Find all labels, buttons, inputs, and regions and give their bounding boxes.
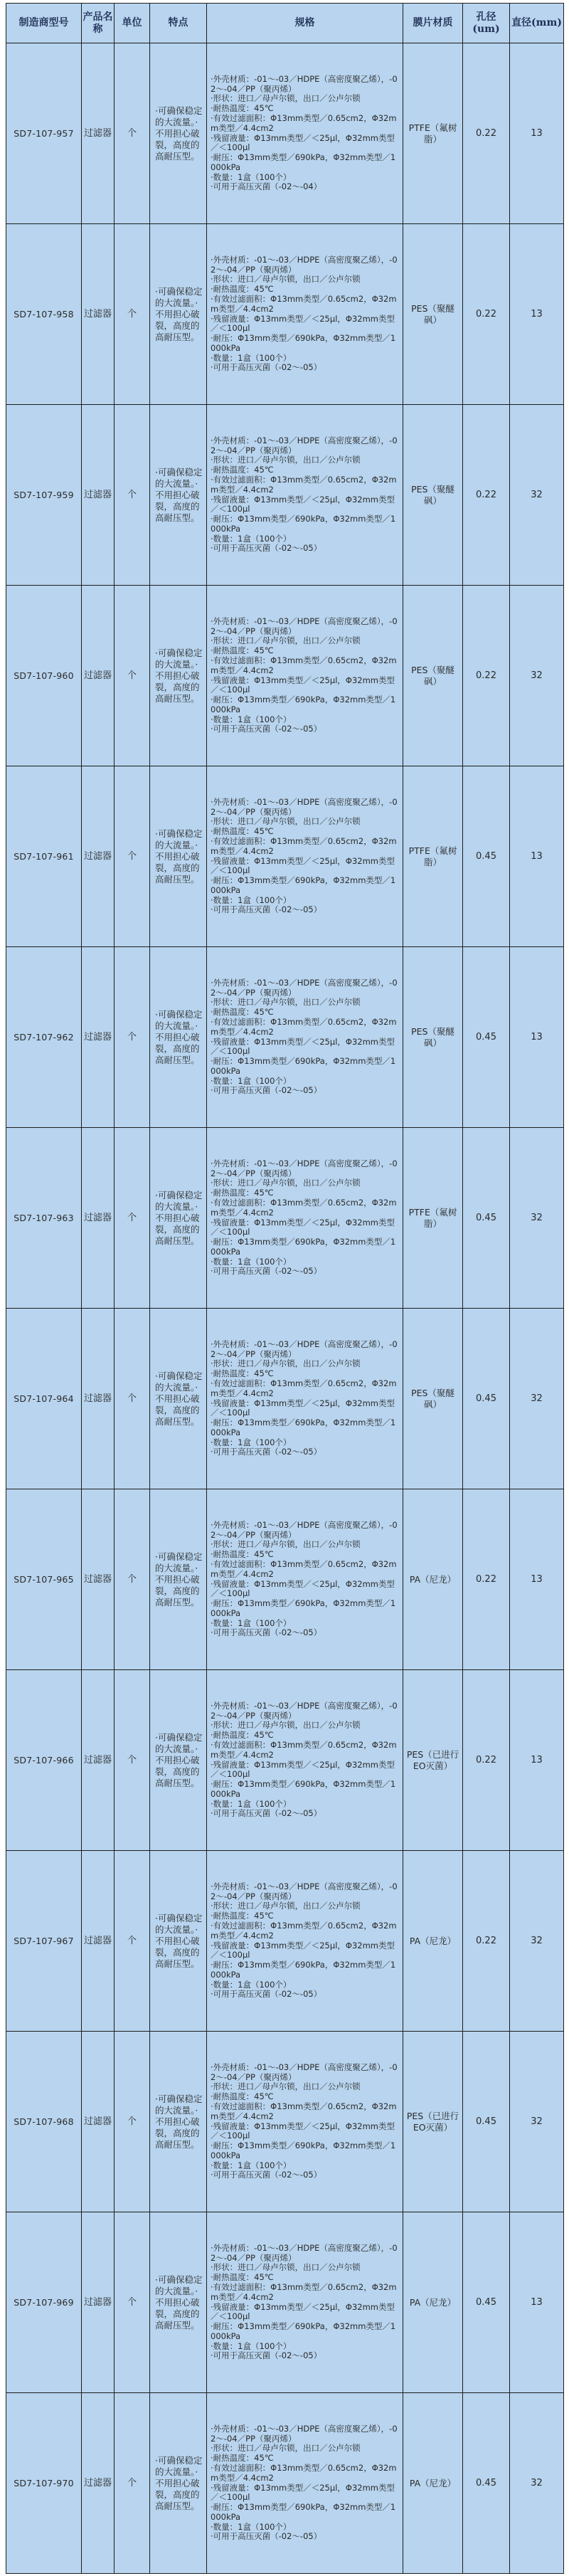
cell-spec [207, 224, 403, 405]
spec-line: ·数量：1盒（100个） [211, 2340, 292, 2351]
spec-line: ·耐压：Φ13mm类型／690kPa，Φ32mm类型／1000kPa [211, 2502, 396, 2522]
spec-line: ·耐热温度：45℃ [211, 1730, 274, 1741]
cell-product-name: 过滤器 [82, 947, 115, 1128]
cell-model: SD7-107-957 [6, 43, 82, 224]
cell-product-name: 过滤器 [82, 2032, 115, 2212]
cell-feature: ·可确保稳定的大流量。·不用担心破裂，高度的高耐压型。 [150, 947, 207, 1128]
cell-diameter: 13 [510, 224, 564, 405]
spec-line: ·有效过滤面积：Φ13mm类型／0.65cm2，Φ32mm类型／4.4cm2 [211, 1920, 397, 1941]
table-row [6, 766, 564, 947]
spec-line: ·可用于高压灭菌（-02～-04） [211, 181, 322, 192]
cell-unit: 个 [115, 405, 150, 586]
spec-line: ·耐热温度：45℃ [211, 465, 274, 475]
spec-line: ·有效过滤面积：Φ13mm类型／0.65cm2，Φ32mm类型／4.4cm2 [211, 835, 397, 856]
cell-product-name: 过滤器 [82, 1489, 115, 1670]
spec-line: ·有效过滤面积：Φ13mm类型／0.65cm2，Φ32mm类型／4.4cm2 [211, 1739, 397, 1760]
spec-line: ·外壳材质：-01～-03／HDPE（高密度聚乙烯），-02～-04／PP（聚丙烯） [211, 1339, 398, 1359]
cell-spec [207, 2212, 403, 2393]
cell-feature: ·可确保稳定的大流量。·不用担心破裂，高度的高耐压型。 [150, 1128, 207, 1309]
cell-unit: 个 [115, 2393, 150, 2574]
header-feature: 特点 [150, 4, 207, 43]
cell-pore-size: 0.22 [463, 1670, 510, 1851]
spec-line: ·残留液量：Φ13mm类型／＜25μl，Φ32mm类型／＜100μl [211, 2121, 395, 2141]
table-row [6, 1670, 564, 1851]
spec-line: ·残留液量：Φ13mm类型／＜25μl，Φ32mm类型／＜100μl [211, 313, 395, 334]
spec-line: ·外壳材质：-01～-03／HDPE（高密度聚乙烯），-02～-04／PP（聚丙烯） [211, 796, 398, 817]
cell-spec [207, 1851, 403, 2032]
spec-line: ·数量：1盒（100个） [211, 1437, 292, 1447]
cell-diameter: 13 [510, 2212, 564, 2393]
spec-line: ·耐压：Φ13mm类型／690kPa，Φ32mm类型／1000kPa [211, 1598, 396, 1618]
cell-feature: ·可确保稳定的大流量。·不用担心破裂，高度的高耐压型。 [150, 1670, 207, 1851]
cell-spec [207, 1489, 403, 1670]
cell-product-name: 过滤器 [82, 1309, 115, 1489]
product-spec-table-wrapper [6, 3, 563, 2574]
spec-line: ·耐压：Φ13mm类型／690kPa，Φ32mm类型／1000kPa [211, 1418, 396, 1437]
cell-diameter: 32 [510, 586, 564, 766]
cell-spec [207, 947, 403, 1128]
cell-product-name: 过滤器 [82, 586, 115, 766]
cell-spec [207, 2393, 403, 2574]
cell-model: SD7-107-959 [6, 405, 82, 586]
cell-product-name: 过滤器 [82, 2393, 115, 2574]
spec-line: ·有效过滤面积：Φ13mm类型／0.65cm2，Φ32mm类型／4.4cm2 [211, 2462, 397, 2483]
cell-feature: ·可确保稳定的大流量。·不用担心破裂，高度的高耐压型。 [150, 2393, 207, 2574]
spec-line: ·耐热温度：45℃ [211, 103, 274, 114]
cell-pore-size: 0.22 [463, 224, 510, 405]
spec-line: ·耐压：Φ13mm类型／690kPa，Φ32mm类型／1000kPa [211, 152, 396, 172]
cell-spec [207, 1128, 403, 1309]
spec-line: ·耐热温度：45℃ [211, 1911, 274, 1921]
cell-pore-size: 0.45 [463, 1309, 510, 1489]
spec-line: ·耐热温度：45℃ [211, 645, 274, 656]
cell-unit: 个 [115, 2032, 150, 2212]
spec-line: ·数量：1盒（100个） [211, 1798, 292, 1809]
spec-line: ·外壳材质：-01～-03／HDPE（高密度聚乙烯），-02～-04／PP（聚丙烯） [211, 1700, 398, 1721]
spec-line: ·数量：1盒（100个） [211, 1256, 292, 1267]
cell-feature: ·可确保稳定的大流量。·不用担心破裂，高度的高耐压型。 [150, 405, 207, 586]
spec-line: ·有效过滤面积：Φ13mm类型／0.65cm2，Φ32mm类型／4.4cm2 [211, 2281, 397, 2302]
spec-line: ·可用于高压灭菌（-02～-05） [211, 2350, 322, 2361]
cell-product-name: 过滤器 [82, 405, 115, 586]
spec-line: ·残留液量：Φ13mm类型／＜25μl，Φ32mm类型／＜100μl [211, 1940, 395, 1960]
spec-line: ·形状：进口／母卢尔锁，出口／公卢尔锁 [211, 1178, 361, 1188]
cell-membrane-material: PTFE（氟树脂） [403, 43, 463, 224]
spec-line: ·形状：进口／母卢尔锁，出口／公卢尔锁 [211, 455, 361, 465]
cell-unit: 个 [115, 1489, 150, 1670]
spec-line: ·残留液量：Φ13mm类型／＜25μl，Φ32mm类型／＜100μl [211, 132, 395, 153]
cell-membrane-material: PA（尼龙） [403, 1489, 463, 1670]
spec-line: ·耐热温度：45℃ [211, 1368, 274, 1379]
table-body [6, 43, 564, 2574]
spec-line: ·耐压：Φ13mm类型／690kPa，Φ32mm类型／1000kPa [211, 2321, 396, 2341]
cell-unit: 个 [115, 43, 150, 224]
cell-diameter: 13 [510, 766, 564, 947]
cell-diameter: 13 [510, 947, 564, 1128]
cell-unit: 个 [115, 1309, 150, 1489]
spec-line: ·耐热温度：45℃ [211, 2091, 274, 2102]
spec-line: ·耐压：Φ13mm类型／690kPa，Φ32mm类型／1000kPa [211, 1960, 396, 1980]
cell-membrane-material: PTFE（氟树脂） [403, 1128, 463, 1309]
cell-membrane-material: PES（聚醚砜） [403, 1309, 463, 1489]
spec-line: ·数量：1盒（100个） [211, 2521, 292, 2532]
spec-line: ·外壳材质：-01～-03／HDPE（高密度聚乙烯），-02～-04／PP（聚丙烯） [211, 2242, 398, 2263]
cell-model: SD7-107-962 [6, 947, 82, 1128]
spec-line: ·形状：进口／母卢尔锁，出口／公卢尔锁 [211, 2443, 361, 2454]
spec-line: ·耐热温度：45℃ [211, 2453, 274, 2464]
table-row [6, 405, 564, 586]
spec-line: ·数量：1盒（100个） [211, 1979, 292, 1990]
spec-line: ·外壳材质：-01～-03／HDPE（高密度聚乙烯），-02～-04／PP（聚丙烯） [211, 1519, 398, 1540]
cell-membrane-material: PES（聚醚砜） [403, 405, 463, 586]
spec-line: ·形状：进口／母卢尔锁，出口／公卢尔锁 [211, 997, 361, 1008]
cell-unit: 个 [115, 224, 150, 405]
table-row [6, 2032, 564, 2212]
cell-spec [207, 1309, 403, 1489]
cell-product-name: 过滤器 [82, 43, 115, 224]
cell-pore-size: 0.45 [463, 2212, 510, 2393]
spec-line: ·残留液量：Φ13mm类型／＜25μl，Φ32mm类型／＜100μl [211, 2301, 395, 2322]
cell-feature: ·可确保稳定的大流量。·不用担心破裂，高度的高耐压型。 [150, 586, 207, 766]
spec-line: ·耐热温度：45℃ [211, 1549, 274, 1560]
cell-feature: ·可确保稳定的大流量。·不用担心破裂，高度的高耐压型。 [150, 43, 207, 224]
spec-line: ·外壳材质：-01～-03／HDPE（高密度聚乙烯），-02～-04／PP（聚丙烯） [211, 254, 398, 275]
cell-model: SD7-107-963 [6, 1128, 82, 1309]
cell-diameter: 32 [510, 2032, 564, 2212]
cell-unit: 个 [115, 1670, 150, 1851]
spec-line: ·残留液量：Φ13mm类型／＜25μl，Φ32mm类型／＜100μl [211, 855, 395, 876]
header-spec: 规格 [207, 4, 403, 43]
spec-line: ·可用于高压灭菌（-02～-05） [211, 724, 322, 734]
spec-line: ·耐热温度：45℃ [211, 1188, 274, 1198]
spec-line: ·可用于高压灭菌（-02～-05） [211, 1085, 322, 1096]
table-row [6, 2393, 564, 2574]
cell-pore-size: 0.22 [463, 405, 510, 586]
cell-pore-size: 0.45 [463, 2393, 510, 2574]
spec-line: ·形状：进口／母卢尔锁，出口／公卢尔锁 [211, 1358, 361, 1369]
cell-feature: ·可确保稳定的大流量。·不用担心破裂，高度的高耐压型。 [150, 224, 207, 405]
cell-diameter: 32 [510, 1128, 564, 1309]
spec-line: ·数量：1盒（100个） [211, 894, 292, 905]
cell-model: SD7-107-968 [6, 2032, 82, 2212]
spec-line: ·有效过滤面积：Φ13mm类型／0.65cm2，Φ32mm类型／4.4cm2 [211, 474, 397, 495]
spec-line: ·有效过滤面积：Φ13mm类型／0.65cm2，Φ32mm类型／4.4cm2 [211, 1558, 397, 1579]
spec-line: ·残留液量：Φ13mm类型／＜25μl，Φ32mm类型／＜100μl [211, 494, 395, 514]
spec-line: ·耐热温度：45℃ [211, 826, 274, 837]
spec-line: ·外壳材质：-01～-03／HDPE（高密度聚乙烯），-02～-04／PP（聚丙烯） [211, 1881, 398, 1901]
cell-model: SD7-107-969 [6, 2212, 82, 2393]
spec-line: ·形状：进口／母卢尔锁，出口／公卢尔锁 [211, 816, 361, 827]
cell-product-name: 过滤器 [82, 2212, 115, 2393]
spec-line: ·耐热温度：45℃ [211, 2272, 274, 2283]
cell-feature: ·可确保稳定的大流量。·不用担心破裂，高度的高耐压型。 [150, 2212, 207, 2393]
cell-spec [207, 766, 403, 947]
spec-line: ·数量：1盒（100个） [211, 1075, 292, 1086]
spec-line: ·形状：进口／母卢尔锁，出口／公卢尔锁 [211, 93, 361, 104]
spec-line: ·可用于高压灭菌（-02～-05） [211, 362, 322, 373]
cell-feature: ·可确保稳定的大流量。·不用担心破裂，高度的高耐压型。 [150, 1489, 207, 1670]
spec-line: ·耐压：Φ13mm类型／690kPa，Φ32mm类型／1000kPa [211, 875, 396, 895]
spec-line: ·形状：进口／母卢尔锁，出口／公卢尔锁 [211, 635, 361, 646]
spec-line: ·耐压：Φ13mm类型／690kPa，Φ32mm类型／1000kPa [211, 1237, 396, 1257]
cell-pore-size: 0.45 [463, 1128, 510, 1309]
spec-line: ·残留液量：Φ13mm类型／＜25μl，Φ32mm类型／＜100μl [211, 1398, 395, 1418]
cell-diameter: 13 [510, 43, 564, 224]
cell-spec [207, 1670, 403, 1851]
cell-membrane-material: PES（已进行EO灭菌） [403, 1670, 463, 1851]
spec-line: ·外壳材质：-01～-03／HDPE（高密度聚乙烯），-02～-04／PP（聚丙烯） [211, 2062, 398, 2082]
cell-membrane-material: PES（已进行EO灭菌） [403, 2032, 463, 2212]
cell-unit: 个 [115, 766, 150, 947]
table-row [6, 2212, 564, 2393]
header-membrane-material: 膜片材质 [403, 4, 463, 43]
spec-line: ·数量：1盒（100个） [211, 533, 292, 544]
spec-line: ·数量：1盒（100个） [211, 352, 292, 363]
cell-unit: 个 [115, 947, 150, 1128]
table-row [6, 1128, 564, 1309]
cell-unit: 个 [115, 1851, 150, 2032]
spec-line: ·耐热温度：45℃ [211, 284, 274, 295]
cell-model: SD7-107-970 [6, 2393, 82, 2574]
spec-line: ·可用于高压灭菌（-02～-05） [211, 2170, 322, 2180]
spec-line: ·有效过滤面积：Φ13mm类型／0.65cm2，Φ32mm类型／4.4cm2 [211, 1016, 397, 1037]
spec-line: ·形状：进口／母卢尔锁，出口／公卢尔锁 [211, 1539, 361, 1550]
cell-pore-size: 0.45 [463, 2032, 510, 2212]
spec-line: ·有效过滤面积：Φ13mm类型／0.65cm2，Φ32mm类型／4.4cm2 [211, 1197, 397, 1218]
spec-line: ·形状：进口／母卢尔锁，出口／公卢尔锁 [211, 1720, 361, 1731]
cell-unit: 个 [115, 586, 150, 766]
spec-line: ·形状：进口／母卢尔锁，出口／公卢尔锁 [211, 1901, 361, 1911]
cell-pore-size: 0.22 [463, 1851, 510, 2032]
cell-membrane-material: PES（聚醚砜） [403, 224, 463, 405]
spec-line: ·残留液量：Φ13mm类型／＜25μl，Φ32mm类型／＜100μl [211, 1217, 395, 1237]
spec-line: ·有效过滤面积：Φ13mm类型／0.65cm2，Φ32mm类型／4.4cm2 [211, 1378, 397, 1398]
spec-line: ·残留液量：Φ13mm类型／＜25μl，Φ32mm类型／＜100μl [211, 675, 395, 695]
table-header-row [6, 4, 564, 43]
cell-feature: ·可确保稳定的大流量。·不用担心破裂，高度的高耐压型。 [150, 2032, 207, 2212]
cell-pore-size: 0.22 [463, 1489, 510, 1670]
table-row [6, 43, 564, 224]
spec-line: ·可用于高压灭菌（-02～-05） [211, 543, 322, 554]
cell-spec [207, 586, 403, 766]
spec-line: ·外壳材质：-01～-03／HDPE（高密度聚乙烯），-02～-04／PP（聚丙烯） [211, 2423, 398, 2444]
cell-membrane-material: PA（尼龙） [403, 1851, 463, 2032]
spec-line: ·外壳材质：-01～-03／HDPE（高密度聚乙烯），-02～-04／PP（聚丙烯） [211, 616, 398, 636]
header-diameter: 直径(mm) [510, 4, 564, 43]
cell-diameter: 32 [510, 1309, 564, 1489]
cell-membrane-material: PA（尼龙） [403, 2393, 463, 2574]
cell-product-name: 过滤器 [82, 1128, 115, 1309]
spec-line: ·有效过滤面积：Φ13mm类型／0.65cm2，Φ32mm类型／4.4cm2 [211, 293, 397, 314]
spec-line: ·可用于高压灭菌（-02～-05） [211, 1808, 322, 1819]
spec-line: ·有效过滤面积：Φ13mm类型／0.65cm2，Φ32mm类型／4.4cm2 [211, 2101, 397, 2121]
spec-line: ·外壳材质：-01～-03／HDPE（高密度聚乙烯），-02～-04／PP（聚丙烯） [211, 1158, 398, 1178]
spec-line: ·形状：进口／母卢尔锁，出口／公卢尔锁 [211, 2262, 361, 2273]
cell-spec [207, 405, 403, 586]
table-row [6, 224, 564, 405]
spec-line: ·可用于高压灭菌（-02～-05） [211, 1989, 322, 2000]
spec-line: ·有效过滤面积：Φ13mm类型／0.65cm2，Φ32mm类型／4.4cm2 [211, 655, 397, 675]
spec-line: ·数量：1盒（100个） [211, 1617, 292, 1628]
spec-line: ·耐压：Φ13mm类型／690kPa，Φ32mm类型／1000kPa [211, 514, 396, 534]
cell-model: SD7-107-967 [6, 1851, 82, 2032]
spec-line: ·残留液量：Φ13mm类型／＜25μl，Φ32mm类型／＜100μl [211, 1036, 395, 1057]
cell-model: SD7-107-966 [6, 1670, 82, 1851]
header-pore-size: 孔径(um) [463, 4, 510, 43]
spec-line: ·可用于高压灭菌（-02～-05） [211, 1266, 322, 1277]
spec-line: ·耐热温度：45℃ [211, 1007, 274, 1018]
spec-line: ·耐压：Φ13mm类型／690kPa，Φ32mm类型／1000kPa [211, 695, 396, 714]
cell-model: SD7-107-964 [6, 1309, 82, 1489]
spec-line: ·数量：1盒（100个） [211, 2160, 292, 2170]
spec-line: ·耐压：Φ13mm类型／690kPa，Φ32mm类型／1000kPa [211, 1056, 396, 1076]
spec-line: ·可用于高压灭菌（-02～-05） [211, 1447, 322, 1457]
spec-line: ·数量：1盒（100个） [211, 714, 292, 724]
cell-membrane-material: PA（尼龙） [403, 2212, 463, 2393]
table-row [6, 947, 564, 1128]
spec-line: ·耐压：Φ13mm类型／690kPa，Φ32mm类型／1000kPa [211, 333, 396, 353]
spec-line: ·残留液量：Φ13mm类型／＜25μl，Φ32mm类型／＜100μl [211, 1759, 395, 1780]
cell-feature: ·可确保稳定的大流量。·不用担心破裂，高度的高耐压型。 [150, 1851, 207, 2032]
spec-line: ·残留液量：Φ13mm类型／＜25μl，Φ32mm类型／＜100μl [211, 1578, 395, 1599]
spec-line: ·可用于高压灭菌（-02～-05） [211, 1627, 322, 1638]
header-unit: 单位 [115, 4, 150, 43]
spec-line: ·耐压：Φ13mm类型／690kPa，Φ32mm类型／1000kPa [211, 2140, 396, 2160]
cell-feature: ·可确保稳定的大流量。·不用担心破裂，高度的高耐压型。 [150, 766, 207, 947]
cell-spec [207, 43, 403, 224]
cell-diameter: 32 [510, 2393, 564, 2574]
table-row [6, 586, 564, 766]
spec-line: ·残留液量：Φ13mm类型／＜25μl，Φ32mm类型／＜100μl [211, 2482, 395, 2503]
cell-feature: ·可确保稳定的大流量。·不用担心破裂，高度的高耐压型。 [150, 1309, 207, 1489]
spec-line: ·外壳材质：-01～-03／HDPE（高密度聚乙烯），-02～-04／PP（聚丙烯） [211, 435, 398, 455]
cell-unit: 个 [115, 2212, 150, 2393]
table-row [6, 1309, 564, 1489]
cell-product-name: 过滤器 [82, 1851, 115, 2032]
cell-diameter: 13 [510, 1489, 564, 1670]
spec-line: ·有效过滤面积：Φ13mm类型／0.65cm2，Φ32mm类型／4.4cm2 [211, 112, 397, 133]
cell-model: SD7-107-965 [6, 1489, 82, 1670]
header-product-name: 产品名称 [82, 4, 115, 43]
cell-membrane-material: PES（聚醚砜） [403, 947, 463, 1128]
cell-diameter: 32 [510, 1851, 564, 2032]
cell-spec [207, 2032, 403, 2212]
cell-pore-size: 0.22 [463, 43, 510, 224]
spec-line: ·外壳材质：-01～-03／HDPE（高密度聚乙烯），-02～-04／PP（聚丙烯） [211, 73, 398, 94]
cell-pore-size: 0.22 [463, 586, 510, 766]
spec-line: ·可用于高压灭菌（-02～-05） [211, 2531, 322, 2542]
table-row [6, 1851, 564, 2032]
cell-diameter: 32 [510, 405, 564, 586]
spec-line: ·数量：1盒（100个） [211, 171, 292, 182]
header-model: 制造商型号 [6, 4, 82, 43]
cell-product-name: 过滤器 [82, 766, 115, 947]
cell-pore-size: 0.45 [463, 947, 510, 1128]
cell-diameter: 13 [510, 1670, 564, 1851]
cell-membrane-material: PES（聚醚砜） [403, 586, 463, 766]
cell-model: SD7-107-958 [6, 224, 82, 405]
spec-line: ·可用于高压灭菌（-02～-05） [211, 904, 322, 915]
table-row [6, 1489, 564, 1670]
cell-model: SD7-107-961 [6, 766, 82, 947]
cell-pore-size: 0.45 [463, 766, 510, 947]
spec-line: ·形状：进口／母卢尔锁，出口／公卢尔锁 [211, 2081, 361, 2092]
product-spec-table [6, 3, 564, 2574]
spec-line: ·外壳材质：-01～-03／HDPE（高密度聚乙烯），-02～-04／PP（聚丙烯） [211, 977, 398, 998]
spec-line: ·耐压：Φ13mm类型／690kPa，Φ32mm类型／1000kPa [211, 1779, 396, 1799]
cell-unit: 个 [115, 1128, 150, 1309]
spec-line: ·形状：进口／母卢尔锁，出口／公卢尔锁 [211, 274, 361, 285]
cell-model: SD7-107-960 [6, 586, 82, 766]
cell-product-name: 过滤器 [82, 224, 115, 405]
cell-membrane-material: PTFE（氟树脂） [403, 766, 463, 947]
cell-product-name: 过滤器 [82, 1670, 115, 1851]
